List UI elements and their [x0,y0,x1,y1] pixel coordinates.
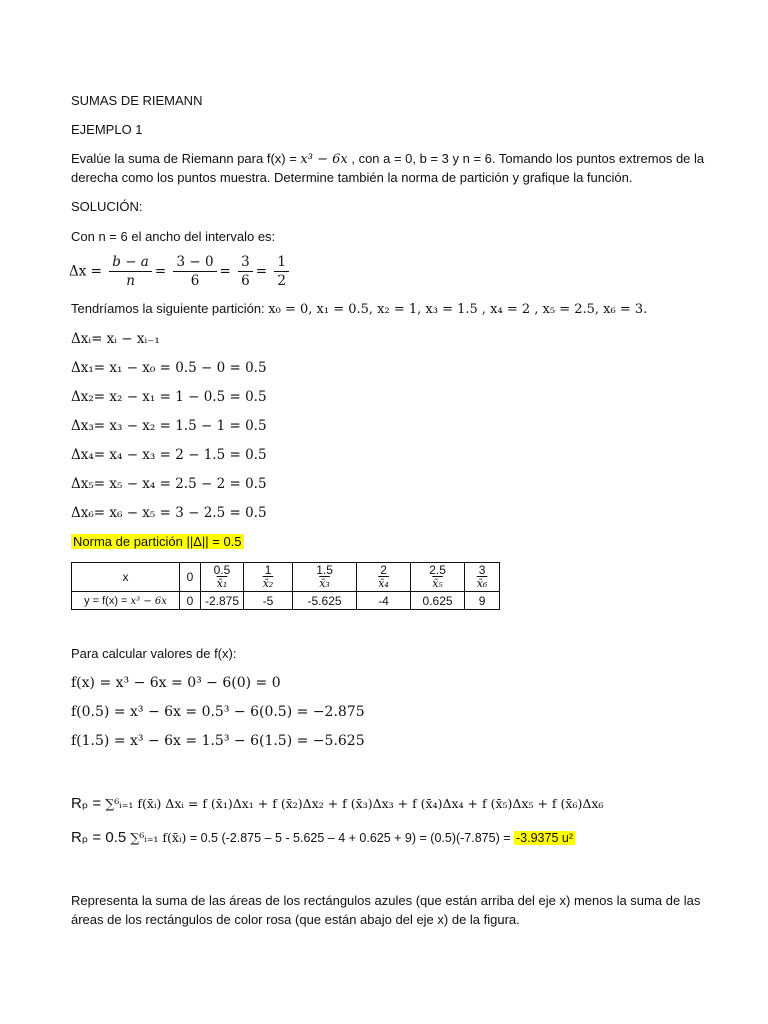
x-value: 3 [478,563,486,577]
riemann-eval-lhs: Rₚ = 0.5 [71,829,131,846]
frac4-den: 2 [277,273,286,289]
y-cell-3: -5.625 [293,592,357,610]
delta-general: Δxᵢ= xᵢ − xᵢ₋₁ [71,331,160,347]
riemann-result: -3.9375 u² [516,831,573,845]
x-cell-2 [244,563,293,592]
x-cell-5 [411,563,465,592]
x-value: 2.5 [429,563,446,577]
riemann-lhs: Rₚ = [71,795,106,812]
evaluation-3: f(1.5) = x³ − 6x = 1.5³ − 6(1.5) = −5.625 [71,733,365,749]
delta-4: Δx₄= x₄ − x₃ = 2 − 1.5 = 0.5 [71,447,267,463]
delta-1: Δx₁= x₁ − x₀ = 0.5 − 0 = 0.5 [71,360,267,376]
x-label-cell: x [72,563,180,592]
problem-function: x³ − 6x [300,152,348,167]
x-cell-6 [465,563,500,592]
frac1-num: b − a [109,253,152,272]
frac4-num: 1 [274,253,289,272]
x-bar-label: x̄₅ [432,577,443,590]
y-cell-4: -4 [357,592,411,610]
riemann-eval-body: = 0.5 (-2.875 – 5 - 5.625 – 4 + 0.625 + 9) = (0.5)(-7.875) = [186,831,514,845]
fraction-values [173,253,216,290]
frac2-den: 6 [190,273,200,289]
x-bar-label: x̄₃ [319,577,330,590]
fraction-general [109,253,152,290]
example-heading: EJEMPLO 1 [71,122,143,137]
x-bar-label: x̄₄ [378,577,389,590]
x-bar-label: x̄₁ [216,577,228,590]
conclusion-line-2: áreas de los rectángulos de color rosa (que están abajo del eje x) de la figura. [71,912,520,927]
delta-6: Δx₆= x₆ − x₅ = 3 − 2.5 = 0.5 [71,505,267,521]
delta-5: Δx₅= x₅ − x₄ = 2.5 − 2 = 0.5 [71,476,267,492]
doc-title: SUMAS DE RIEMANN [71,93,203,108]
y-cell-6: 9 [465,592,500,610]
table-row-x [72,563,500,592]
partition-intro: Tendríamos la siguiente partición: [71,301,269,316]
y-cell-1: -2.875 [201,592,244,610]
x-value: 0.5 [213,563,231,577]
conclusion-line-1: Representa la suma de las áreas de los rectángulos azules (que están arriba del eje x) menos la suma de las [71,893,701,908]
problem-statement [71,151,704,167]
x-bar-label: x̄₆ [476,577,488,590]
riemann-rhs: ∑⁶ᵢ₌₁ f(x̄ᵢ) Δxᵢ = f (x̄₁)Δx₁ + f (x̄₂)Δx₂ + f (x̄₃)Δx₃ + f (x̄₄)Δx₄ + f (x̄₅)Δx₅ + f (x̄₆)Δx₆ [105,796,604,811]
problem-line2: derecha como los puntos muestra. Determine también la norma de partición y grafique la función. [71,170,633,185]
x-value: 1 [264,563,272,577]
fraction-simplified [238,253,253,290]
calc-intro: Para calcular valores de f(x): [71,646,237,661]
y-label-text: y = f(x) = [84,594,131,607]
riemann-expansion [71,794,603,812]
x-cell-3 [293,563,357,592]
partition-points: x₀ = 0, x₁ = 0.5, x₂ = 1, x₃ = 1.5 , x₄ = 2 , x₅ = 2.5, x₆ = 3. [268,302,648,317]
x-cell-1 [201,563,244,592]
y-label-cell [72,592,180,610]
partition-norm: Norma de partición ||Δ|| = 0.5 [73,534,242,549]
problem-pre: Evalúe la suma de Riemann para f(x) = [71,151,301,166]
y-cell-5: 0.625 [411,592,465,610]
problem-post: , con a = 0, b = 3 y n = 6. Tomando los puntos extremos de la [347,151,705,166]
y-cell-2: -5 [244,592,293,610]
evaluation-2: f(0.5) = x³ − 6x = 0.5³ − 6(0.5) = −2.875 [71,704,365,720]
frac3-num: 3 [238,253,253,272]
frac2-num: 3 − 0 [173,253,216,272]
frac3-den: 6 [241,273,250,289]
table-row-y [72,592,500,610]
values-table [71,562,500,610]
riemann-eval-sum: ∑⁶ᵢ₌₁ f(x̄ᵢ) [130,830,187,845]
solution-label: SOLUCIÓN: [71,199,143,214]
partition-line [71,301,647,317]
x-value: 1.5 [316,563,333,577]
y-cell-0: 0 [180,592,201,610]
x-value: 2 [380,563,387,577]
y-label-math: x³ − 6x [130,595,167,607]
delta-2: Δx₂= x₂ − x₁ = 1 − 0.5 = 0.5 [71,389,267,405]
delta-x-lhs: Δx = [69,263,102,280]
delta-3: Δx₃= x₃ − x₂ = 1.5 − 1 = 0.5 [71,418,267,434]
x-cell-0: 0 [180,563,201,592]
riemann-evaluation [71,828,575,846]
fraction-result [274,253,289,290]
delta-x-formula: Δx = $\frac{b - a}{n}$ = $\frac{3 - 0}{6}$ = $\frac{3}{6}$ = $\frac{1}{2}$ [69,253,292,290]
frac1-den: n [126,273,135,289]
evaluation-1: f(x) = x³ − 6x = 0³ − 6(0) = 0 [71,675,281,691]
x-cell-4 [357,563,411,592]
width-intro: Con n = 6 el ancho del intervalo es: [71,229,276,244]
x-bar-label: x̄₂ [262,577,274,590]
